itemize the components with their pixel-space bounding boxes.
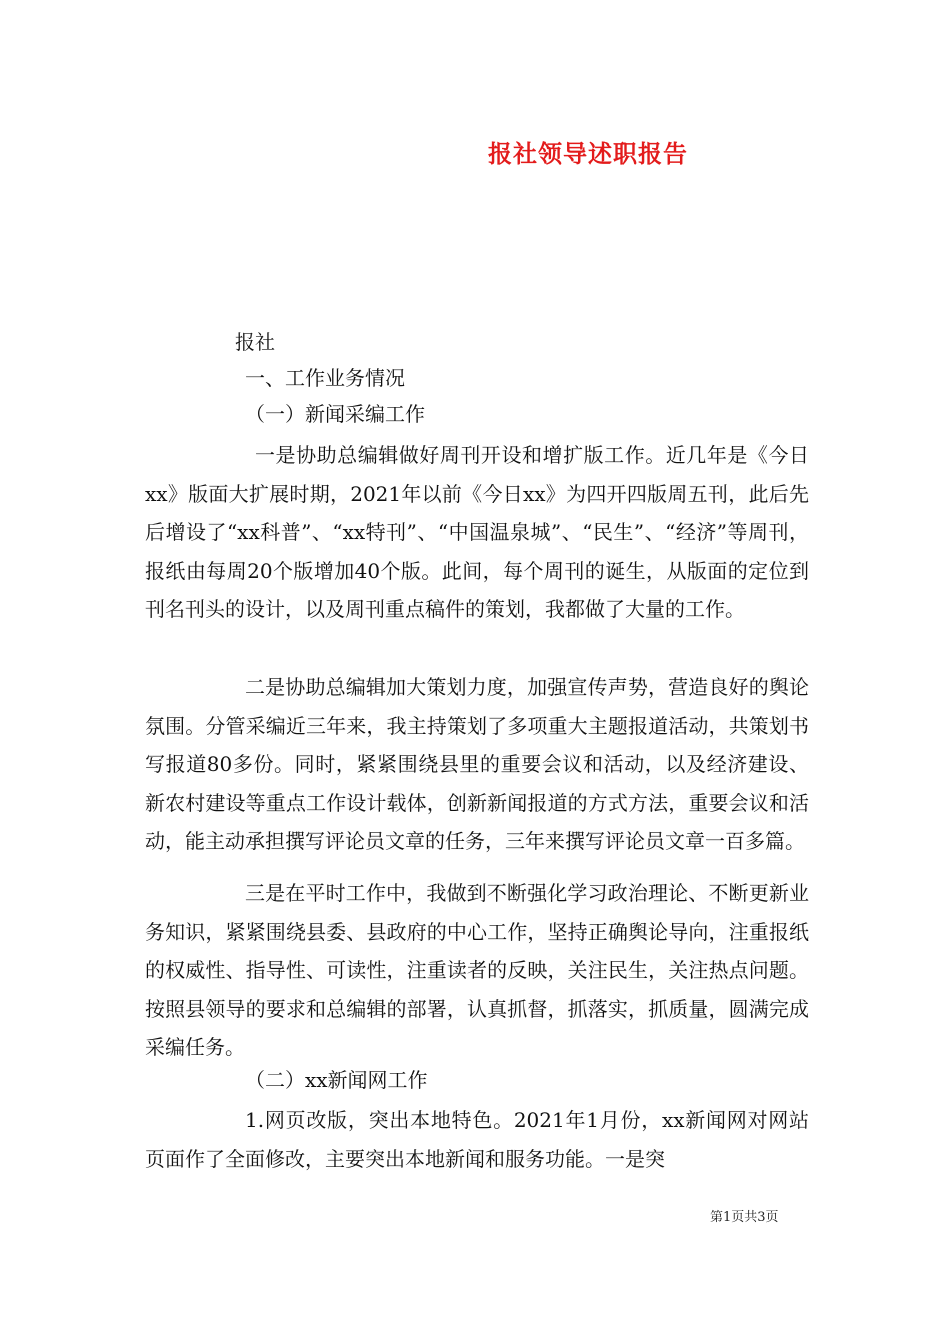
paragraph-2: 二是协助总编辑加大策划力度，加强宣传声势，营造良好的舆论氛围。分管采编近三年来，我主持策划了多项重大主题报道活动，共策划书写报道80多份。同时，紧紧围绕县里的重要会议和活动，以及经济建设、新农村建设等重点工作设计载体，创新新闻报道的方式方法，重要会议和活动，能主动承担撰写评论员文章的任务，三年来撰写评论员文章一百多篇。 xyxy=(145,675,809,854)
paragraph-1: 一是协助总编辑做好周刊开设和增扩版工作。近几年是《今日xx》版面大扩展时期，2021年以前《今日xx》为四开四版周五刊，此后先后增设了“xx科普”、“xx特刊”、“中国温泉城”、“民生”、“经济”等周刊，报纸由每周20个版增加40个版。此间，每个周刊的诞生，从版面的定位到刊名刊头的设计，以及周刊重点稿件的策划，我都做了大量的工作。 xyxy=(145,443,809,622)
paragraph-3: 三是在平时工作中，我做到不断强化学习政治理论、不断更新业务知识，紧紧围绕县委、县政府的中心工作，坚持正确舆论导向，注重报纸的权威性、指导性、可读性，注重读者的反映，关注民生，关注热点问题。按照县领导的要求和总编辑的部署，认真抓督，抓落实，抓质量，圆满完成采编任务。 xyxy=(145,881,809,1060)
paragraph-4: 1.网页改版，突出本地特色。2021年1月份，xx新闻网对网站页面作了全面修改，主要突出本地新闻和服务功能。一是突 xyxy=(145,1108,809,1171)
section-heading-1: 一、工作业务情况 xyxy=(245,366,405,390)
document-title: 报社领导述职报告 xyxy=(488,139,688,168)
page-number: 第1页共3页 xyxy=(710,1210,779,1225)
org-name: 报社 xyxy=(235,330,275,354)
subsection-heading-1: （一）新闻采编工作 xyxy=(245,402,425,426)
subsection-heading-2: （二）xx新闻网工作 xyxy=(245,1068,428,1092)
